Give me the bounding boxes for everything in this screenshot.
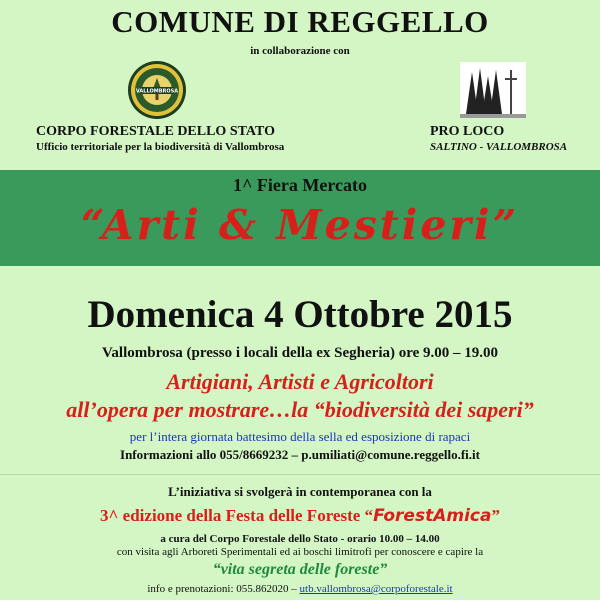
collaboration-note: in collaborazione con: [250, 45, 350, 57]
banner-subtitle: 1^ Fiera Mercato: [232, 175, 368, 195]
festa-motto: “vita segreta delle foreste”: [212, 561, 388, 578]
partner-office: Ufficio territoriale per la biodiversità di Vallombrosa: [36, 141, 285, 153]
forest-service-emblem-icon: [127, 60, 187, 120]
page-title: COMUNE DI REGGELLO: [111, 4, 489, 39]
event-date: Domenica 4 Ottobre 2015: [87, 293, 513, 336]
tagline-line-2: all’opera per mostrare…la “biodiversità dei saperi”: [66, 397, 534, 422]
festa-visit: con visita agli Arboreti Sperimentali ed ai boschi limitrofi per conoscere e capire la: [116, 546, 484, 558]
festa-edition-suffix: ”: [491, 506, 500, 525]
partner-name-pro-loco: PRO LOCO: [430, 124, 505, 139]
event-name: “Arti & Mestieri”: [80, 201, 520, 249]
emblem-text: VALLOMBROSA: [135, 88, 179, 95]
divider: [0, 474, 600, 475]
booking-email-link[interactable]: utb.vallombrosa@corpoforestale.it: [299, 583, 453, 595]
festa-intro: L’iniziativa si svolgerà in contemporanea con la: [168, 484, 432, 499]
partner-place: SALTINO - VALLOMBROSA: [430, 141, 568, 153]
tagline-line-1: Artigiani, Artisti e Agricoltori: [166, 369, 434, 394]
festa-brand: ForestAmica: [373, 506, 492, 526]
event-location: Vallombrosa (presso i locali della ex Segheria) ore 9.00 – 19.00: [101, 345, 499, 361]
festa-edition: [0, 506, 600, 526]
side-activity: per l’intera giornata battesimo della sella ed esposizione di rapaci: [129, 429, 471, 444]
booking-info: [0, 583, 600, 595]
pro-loco-pine-trees-icon: [460, 62, 526, 118]
festa-organizer: a cura del Corpo Forestale dello Stato - orario 10.00 – 14.00: [160, 533, 440, 545]
booking-label: info e prenotazioni: 055.862020 –: [147, 583, 300, 595]
partner-name-forest-service: CORPO FORESTALE DELLO STATO: [36, 124, 275, 139]
info-contact: Informazioni allo 055/8669232 – p.umiliati@comune.reggello.fi.it: [120, 447, 480, 462]
festa-edition-prefix: 3^ edizione della Festa delle Foreste “: [100, 506, 374, 525]
